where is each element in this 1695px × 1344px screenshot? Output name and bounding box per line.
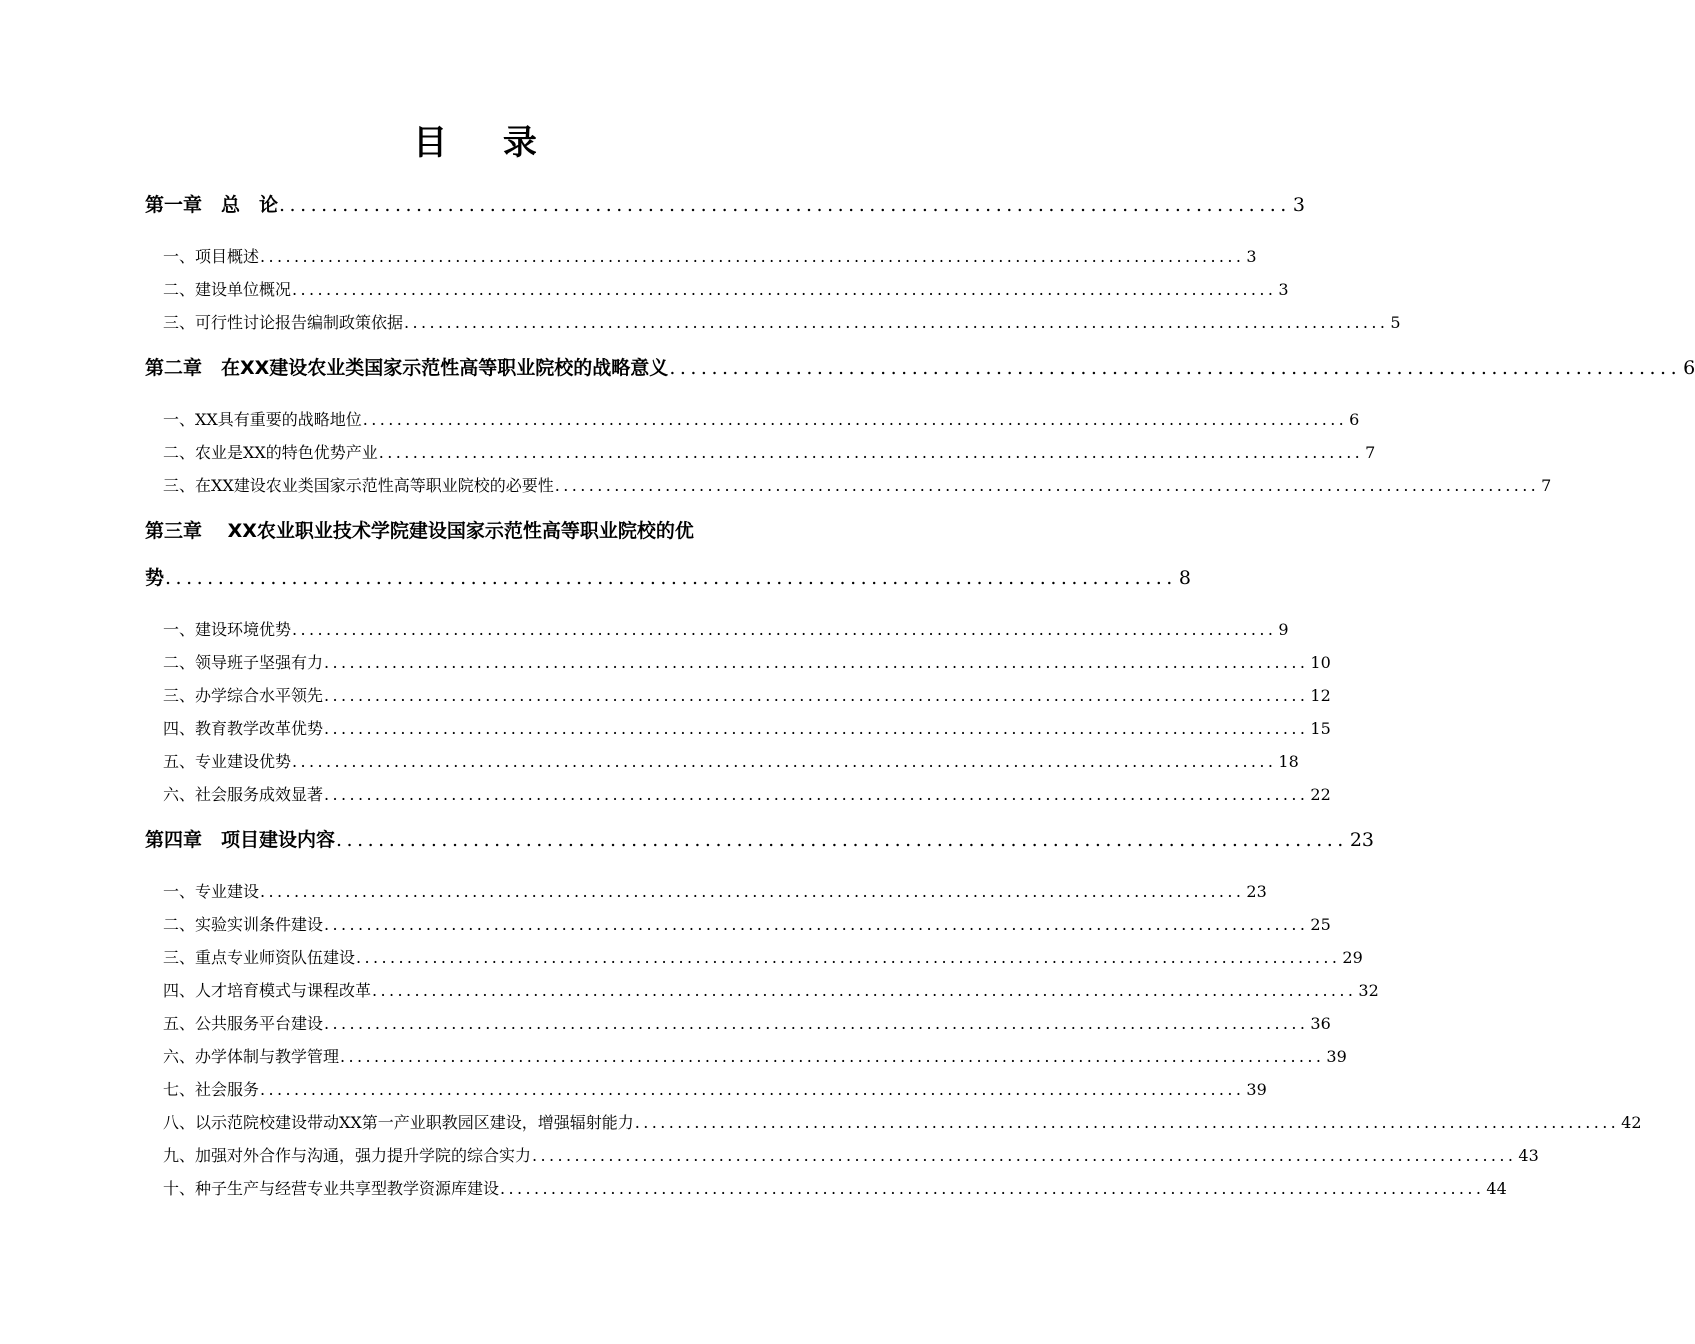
section-label: 十、种子生产与经营专业共享型教学资源库建设 [163, 1179, 500, 1198]
toc-section[interactable] [163, 1143, 1539, 1166]
toc-chapter-3[interactable] [145, 563, 1191, 590]
toc-section[interactable] [163, 716, 1331, 739]
section-label: 四、教育教学改革优势 [163, 719, 324, 738]
dot-leader: .................................................................................................................... [554, 476, 1540, 495]
toc-section[interactable] [163, 650, 1331, 673]
page-number: 43 [1518, 1146, 1539, 1165]
toc-chapter-4[interactable] [145, 825, 1374, 852]
section-label: 三、可行性讨论报告编制政策依据 [163, 313, 404, 332]
page-number: 36 [1310, 1014, 1331, 1033]
page-number: 23 [1246, 882, 1267, 901]
toc-section[interactable] [163, 1110, 1642, 1133]
page-number: 32 [1358, 981, 1379, 1000]
page-number: 39 [1246, 1080, 1267, 1099]
chapter-label: 第二章 在XX建设农业类国家示范性高等职业院校的战略意义 [145, 357, 669, 379]
dot-leader: ................................................................................................ [279, 194, 1291, 216]
dot-leader: ................................................................................................ [669, 357, 1682, 379]
toc-section[interactable] [163, 782, 1331, 805]
section-label: 三、在XX建设农业类国家示范性高等职业院校的必要性 [163, 476, 554, 495]
section-label: 二、农业是XX的特色优势产业 [163, 443, 378, 462]
page-number: 10 [1310, 653, 1331, 672]
dot-leader: .................................................................................................................... [340, 1047, 1325, 1066]
page-number: 29 [1342, 948, 1363, 967]
toc-section[interactable] [163, 310, 1401, 333]
dot-leader: ................................................................................................ [165, 567, 1177, 589]
dot-leader: .................................................................................................................... [260, 247, 1245, 266]
page-number: 3 [1246, 247, 1257, 266]
section-label: 九、加强对外合作与沟通，强力提升学院的综合实力 [163, 1146, 532, 1165]
dot-leader: .................................................................................................................... [500, 1179, 1485, 1198]
toc-section[interactable] [163, 879, 1267, 902]
dot-leader: .................................................................................................................... [378, 443, 1364, 462]
toc-section[interactable] [163, 473, 1552, 496]
section-label: 三、重点专业师资队伍建设 [163, 948, 356, 967]
page-number: 3 [1292, 194, 1305, 216]
page-number: 3 [1278, 280, 1289, 299]
dot-leader: .................................................................................................................... [324, 719, 1309, 738]
toc-chapter-2[interactable] [145, 353, 1695, 380]
toc-section[interactable] [163, 617, 1289, 640]
page-number: 7 [1365, 443, 1376, 462]
dot-leader: .................................................................................................................... [324, 653, 1309, 672]
page-title: 目 录 [413, 123, 559, 163]
section-label: 一、XX具有重要的战略地位 [163, 410, 362, 429]
dot-leader: .................................................................................................................... [260, 882, 1245, 901]
page-number: 8 [1178, 567, 1191, 589]
toc-chapter-3-line-1[interactable]: 第三章 XX农业职业技术学院建设国家示范性高等职业院校的优 [145, 520, 694, 542]
dot-leader: .................................................................................................................... [292, 620, 1277, 639]
section-label: 一、专业建设 [163, 882, 260, 901]
section-label: 六、社会服务成效显著 [163, 785, 324, 804]
page-number: 15 [1310, 719, 1331, 738]
toc-section[interactable] [163, 1077, 1267, 1100]
dot-leader: .................................................................................................................... [356, 948, 1341, 967]
dot-leader: .................................................................................................................... [324, 686, 1309, 705]
toc-section[interactable] [163, 440, 1376, 463]
toc-section[interactable] [163, 1044, 1347, 1067]
section-label: 七、社会服务 [163, 1080, 260, 1099]
chapter-label: 第一章 总 论 [145, 194, 279, 216]
section-label: 一、建设环境优势 [163, 620, 292, 639]
page-number: 25 [1310, 915, 1331, 934]
section-label: 五、专业建设优势 [163, 752, 292, 771]
dot-leader: .................................................................................................................... [292, 280, 1277, 299]
page-number: 23 [1349, 829, 1374, 851]
section-label: 二、建设单位概况 [163, 280, 292, 299]
dot-leader: .................................................................................................................... [260, 1080, 1245, 1099]
toc-section[interactable] [163, 978, 1379, 1001]
dot-leader: .................................................................................................................... [292, 752, 1277, 771]
page-number: 6 [1349, 410, 1360, 429]
page-number: 5 [1390, 313, 1401, 332]
page-number: 39 [1326, 1047, 1347, 1066]
toc-section[interactable] [163, 1176, 1507, 1199]
section-label: 五、公共服务平台建设 [163, 1014, 324, 1033]
toc-section[interactable] [163, 244, 1257, 267]
section-label: 六、办学体制与教学管理 [163, 1047, 340, 1066]
chapter-label: 势 [145, 567, 165, 589]
toc-chapter-1[interactable] [145, 190, 1305, 217]
dot-leader: .................................................................................................................... [324, 785, 1309, 804]
dot-leader: .................................................................................................................... [372, 981, 1357, 1000]
dot-leader: ................................................................................................ [336, 829, 1348, 851]
toc-section[interactable] [163, 1011, 1331, 1034]
page-number: 9 [1278, 620, 1289, 639]
dot-leader: .................................................................................................................... [532, 1146, 1517, 1165]
section-label: 四、人才培育模式与课程改革 [163, 981, 372, 1000]
toc-section[interactable] [163, 407, 1360, 430]
page-number: 18 [1278, 752, 1299, 771]
dot-leader: .................................................................................................................... [404, 313, 1389, 332]
section-label: 二、领导班子坚强有力 [163, 653, 324, 672]
chapter-label: 第四章 项目建设内容 [145, 829, 336, 851]
toc-section[interactable] [163, 749, 1299, 772]
section-label: 三、办学综合水平领先 [163, 686, 324, 705]
dot-leader: .................................................................................................................... [634, 1113, 1620, 1132]
page-number: 44 [1486, 1179, 1507, 1198]
page-number: 22 [1310, 785, 1331, 804]
toc-section[interactable] [163, 277, 1289, 300]
dot-leader: .................................................................................................................... [324, 915, 1309, 934]
page-number: 42 [1621, 1113, 1642, 1132]
page-number: 7 [1541, 476, 1552, 495]
toc-section[interactable] [163, 945, 1363, 968]
page-number: 12 [1310, 686, 1331, 705]
dot-leader: .................................................................................................................... [324, 1014, 1309, 1033]
toc-section[interactable] [163, 912, 1331, 935]
page-number: 6 [1683, 357, 1695, 379]
dot-leader: .................................................................................................................... [362, 410, 1348, 429]
section-label: 八、以示范院校建设带动XX第一产业职教园区建设，增强辐射能力 [163, 1113, 634, 1132]
section-label: 二、实验实训条件建设 [163, 915, 324, 934]
toc-section[interactable] [163, 683, 1331, 706]
section-label: 一、项目概述 [163, 247, 260, 266]
